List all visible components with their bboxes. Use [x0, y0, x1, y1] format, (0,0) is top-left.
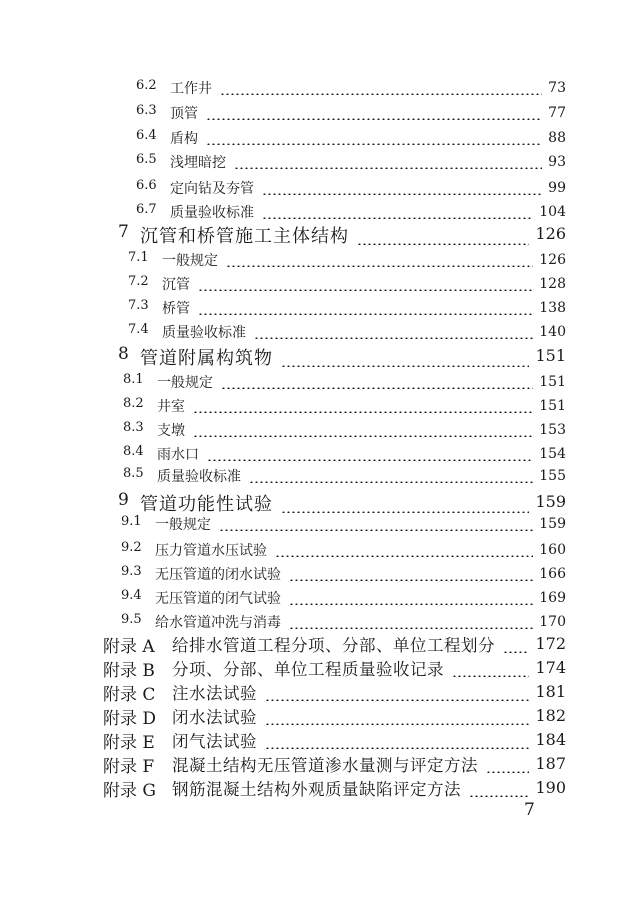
toc-entry[interactable]	[0, 514, 640, 540]
toc-entry-title: 无压管道的闭气试验	[155, 591, 281, 607]
toc-entry-page: 159	[539, 516, 566, 532]
toc-entry-number: 8	[118, 344, 129, 364]
toc-entry-title: 闭气法试验	[172, 732, 257, 751]
toc-entry-page: 77	[548, 105, 566, 121]
toc-entry-title: 管道功能性试验	[140, 494, 273, 515]
toc-entry-number: 8.1	[123, 372, 144, 387]
toc-entry-page: 170	[539, 614, 566, 630]
toc-leader-dots	[289, 627, 533, 629]
toc-entry-title: 桥管	[162, 301, 190, 317]
toc-entry[interactable]	[0, 178, 640, 204]
toc-entry-number: 9.4	[121, 588, 142, 603]
toc-entry[interactable]	[0, 128, 640, 154]
toc-entry-page: 181	[535, 682, 566, 701]
toc-entry-title: 给水管道冲洗与消毒	[155, 615, 281, 631]
toc-entry-number: 8.4	[123, 444, 144, 459]
toc-entry-number: 9.3	[121, 564, 142, 579]
toc-leader-dots	[281, 365, 529, 367]
toc-entry-number: 9.5	[121, 612, 142, 627]
toc-entry-title: 钢筋混凝土结构外观质量缺陷评定方法	[172, 780, 461, 799]
toc-entry-title: 分项、分部、单位工程质量验收记录	[172, 660, 444, 679]
toc-entry-number: 9.2	[121, 540, 142, 555]
toc-entry[interactable]	[0, 372, 640, 398]
toc-leader-dots	[207, 459, 533, 461]
toc-entry-title: 定向钻及夯管	[170, 181, 254, 197]
toc-entry-page: 88	[548, 130, 566, 146]
toc-entry-page: 93	[548, 154, 566, 170]
toc-entry[interactable]	[0, 588, 640, 614]
toc-entry-page: 126	[535, 224, 566, 243]
toc-entry[interactable]	[0, 540, 640, 566]
toc-entry-page: 151	[539, 374, 566, 390]
toc-entry-page: 190	[535, 778, 566, 797]
toc-entry[interactable]	[0, 152, 640, 178]
toc-entry[interactable]	[0, 656, 640, 682]
toc-entry-title: 质量验收标准	[162, 325, 246, 341]
toc-entry-number: 7.4	[128, 322, 149, 337]
toc-entry-title: 井室	[157, 399, 185, 415]
toc-entry-title: 给排水管道工程分项、分部、单位工程划分	[172, 636, 495, 655]
toc-leader-dots	[254, 337, 533, 339]
toc-entry-page: 172	[535, 634, 566, 653]
toc-entry-number: 9	[118, 490, 129, 510]
toc-entry-title: 雨水口	[157, 447, 199, 463]
toc-entry-page: 187	[535, 754, 566, 773]
toc-entry-title: 浅埋暗挖	[170, 155, 226, 171]
toc-entry-number: 7	[118, 222, 129, 242]
toc-entry-number: 6.7	[136, 202, 157, 217]
toc-entry-number: 附录 E	[103, 733, 155, 753]
toc-entry-page: 174	[535, 658, 566, 677]
toc-entry[interactable]	[0, 680, 640, 706]
toc-entry-number: 6.3	[136, 103, 157, 118]
toc-leader-dots	[289, 579, 533, 581]
toc-entry[interactable]	[0, 704, 640, 730]
toc-entry-page: 140	[539, 324, 566, 340]
toc-entry-title: 一般规定	[157, 375, 213, 391]
toc-leader-dots	[221, 387, 533, 389]
toc-entry[interactable]	[0, 466, 640, 492]
toc-entry[interactable]	[0, 103, 640, 129]
toc-entry-page: 182	[535, 706, 566, 725]
toc-entry-number: 附录 A	[103, 637, 155, 657]
toc-entry-page: 99	[548, 180, 566, 196]
toc-entry-title: 一般规定	[162, 253, 218, 269]
toc-entry-number: 7.3	[128, 298, 149, 313]
toc-leader-dots	[206, 118, 542, 120]
toc-entry[interactable]	[0, 752, 640, 778]
toc-entry-number: 8.3	[123, 420, 144, 435]
toc-leader-dots	[503, 651, 529, 653]
toc-entry-page: 151	[535, 346, 566, 365]
toc-entry[interactable]	[0, 728, 640, 754]
toc-entry-page: 151	[539, 398, 566, 414]
toc-entry[interactable]	[0, 632, 640, 658]
toc-entry-number: 7.2	[128, 274, 149, 289]
toc-entry-title: 工作井	[170, 81, 212, 97]
toc-leader-dots	[265, 723, 529, 725]
toc-entry-number: 附录 F	[103, 757, 155, 777]
toc-entry-title: 盾构	[170, 131, 198, 147]
toc-entry-page: 159	[535, 492, 566, 511]
toc-leader-dots	[219, 529, 533, 531]
toc-leader-dots	[249, 481, 533, 483]
toc-leader-dots	[198, 313, 533, 315]
toc-leader-dots	[357, 243, 529, 245]
toc-entry-page: 126	[539, 252, 566, 268]
toc-entry-title: 管道附属构筑物	[140, 348, 273, 369]
toc-leader-dots	[265, 747, 529, 749]
toc-leader-dots	[262, 193, 542, 195]
toc-entry[interactable]	[0, 344, 640, 370]
page-number: 7	[524, 800, 535, 820]
toc-entry-page: 166	[539, 566, 566, 582]
toc-entry-page: 184	[535, 730, 566, 749]
toc-entry-number: 附录 D	[103, 709, 157, 729]
toc-entry-number: 6.2	[136, 78, 157, 93]
toc-entry-number: 6.6	[136, 178, 157, 193]
toc-entry-title: 混凝土结构无压管道渗水量测与评定方法	[172, 756, 478, 775]
toc-entry-title: 质量验收标准	[157, 469, 241, 485]
toc-leader-dots	[262, 217, 533, 219]
toc-entry-page: 154	[539, 446, 566, 462]
toc-entry-title: 顶管	[170, 106, 198, 122]
toc-entry-number: 附录 G	[103, 781, 156, 801]
toc-leader-dots	[198, 289, 533, 291]
toc-entry-title: 沉管	[162, 277, 190, 293]
toc-entry-title: 注水法试验	[172, 684, 257, 703]
toc-entry-page: 128	[539, 276, 566, 292]
toc-entry[interactable]	[0, 776, 640, 802]
toc-entry[interactable]	[0, 396, 640, 422]
toc-leader-dots	[486, 771, 529, 773]
toc-entry-number: 7.1	[128, 250, 149, 265]
toc-entry[interactable]	[0, 298, 640, 324]
toc-entry-number: 附录 B	[103, 661, 155, 681]
toc-entry-number: 8.2	[123, 396, 144, 411]
toc-entry[interactable]	[0, 490, 640, 516]
toc-entry-number: 6.5	[136, 152, 157, 167]
toc-entry[interactable]	[0, 78, 640, 104]
toc-entry-title: 质量验收标准	[170, 205, 254, 221]
toc-entry-page: 73	[548, 80, 566, 96]
toc-leader-dots	[234, 167, 542, 169]
toc-entry-title: 无压管道的闭水试验	[155, 567, 281, 583]
toc-entry-page: 155	[539, 468, 566, 484]
toc-leader-dots	[206, 143, 542, 145]
toc-entry[interactable]	[0, 274, 640, 300]
toc-entry-title: 压力管道水压试验	[155, 543, 267, 559]
toc-entry[interactable]	[0, 250, 640, 276]
toc-entry-number: 9.1	[121, 514, 142, 529]
toc-entry[interactable]	[0, 564, 640, 590]
toc-leader-dots	[289, 603, 533, 605]
toc-leader-dots	[220, 93, 542, 95]
toc-entry-page: 160	[539, 542, 566, 558]
toc-entry-title: 支墩	[157, 423, 185, 439]
toc-leader-dots	[469, 795, 529, 797]
toc-entry-page: 169	[539, 590, 566, 606]
toc-entry-title: 闭水法试验	[172, 708, 257, 727]
toc-leader-dots	[452, 675, 529, 677]
toc-leader-dots	[265, 699, 529, 701]
toc-leader-dots	[193, 411, 533, 413]
toc-leader-dots	[275, 555, 533, 557]
toc-entry-page: 138	[539, 300, 566, 316]
toc-entry-page: 153	[539, 422, 566, 438]
toc-leader-dots	[226, 265, 533, 267]
toc-entry-number: 8.5	[123, 466, 144, 481]
toc-entry-number: 附录 C	[103, 685, 156, 705]
toc-entry-page: 104	[539, 204, 566, 220]
toc-leader-dots	[193, 435, 533, 437]
toc-entry[interactable]	[0, 222, 640, 248]
toc-entry-number: 6.4	[136, 128, 157, 143]
toc-leader-dots	[281, 511, 529, 513]
toc-entry-title: 一般规定	[155, 517, 211, 533]
toc-entry[interactable]	[0, 420, 640, 446]
toc-entry-title: 沉管和桥管施工主体结构	[140, 226, 349, 247]
